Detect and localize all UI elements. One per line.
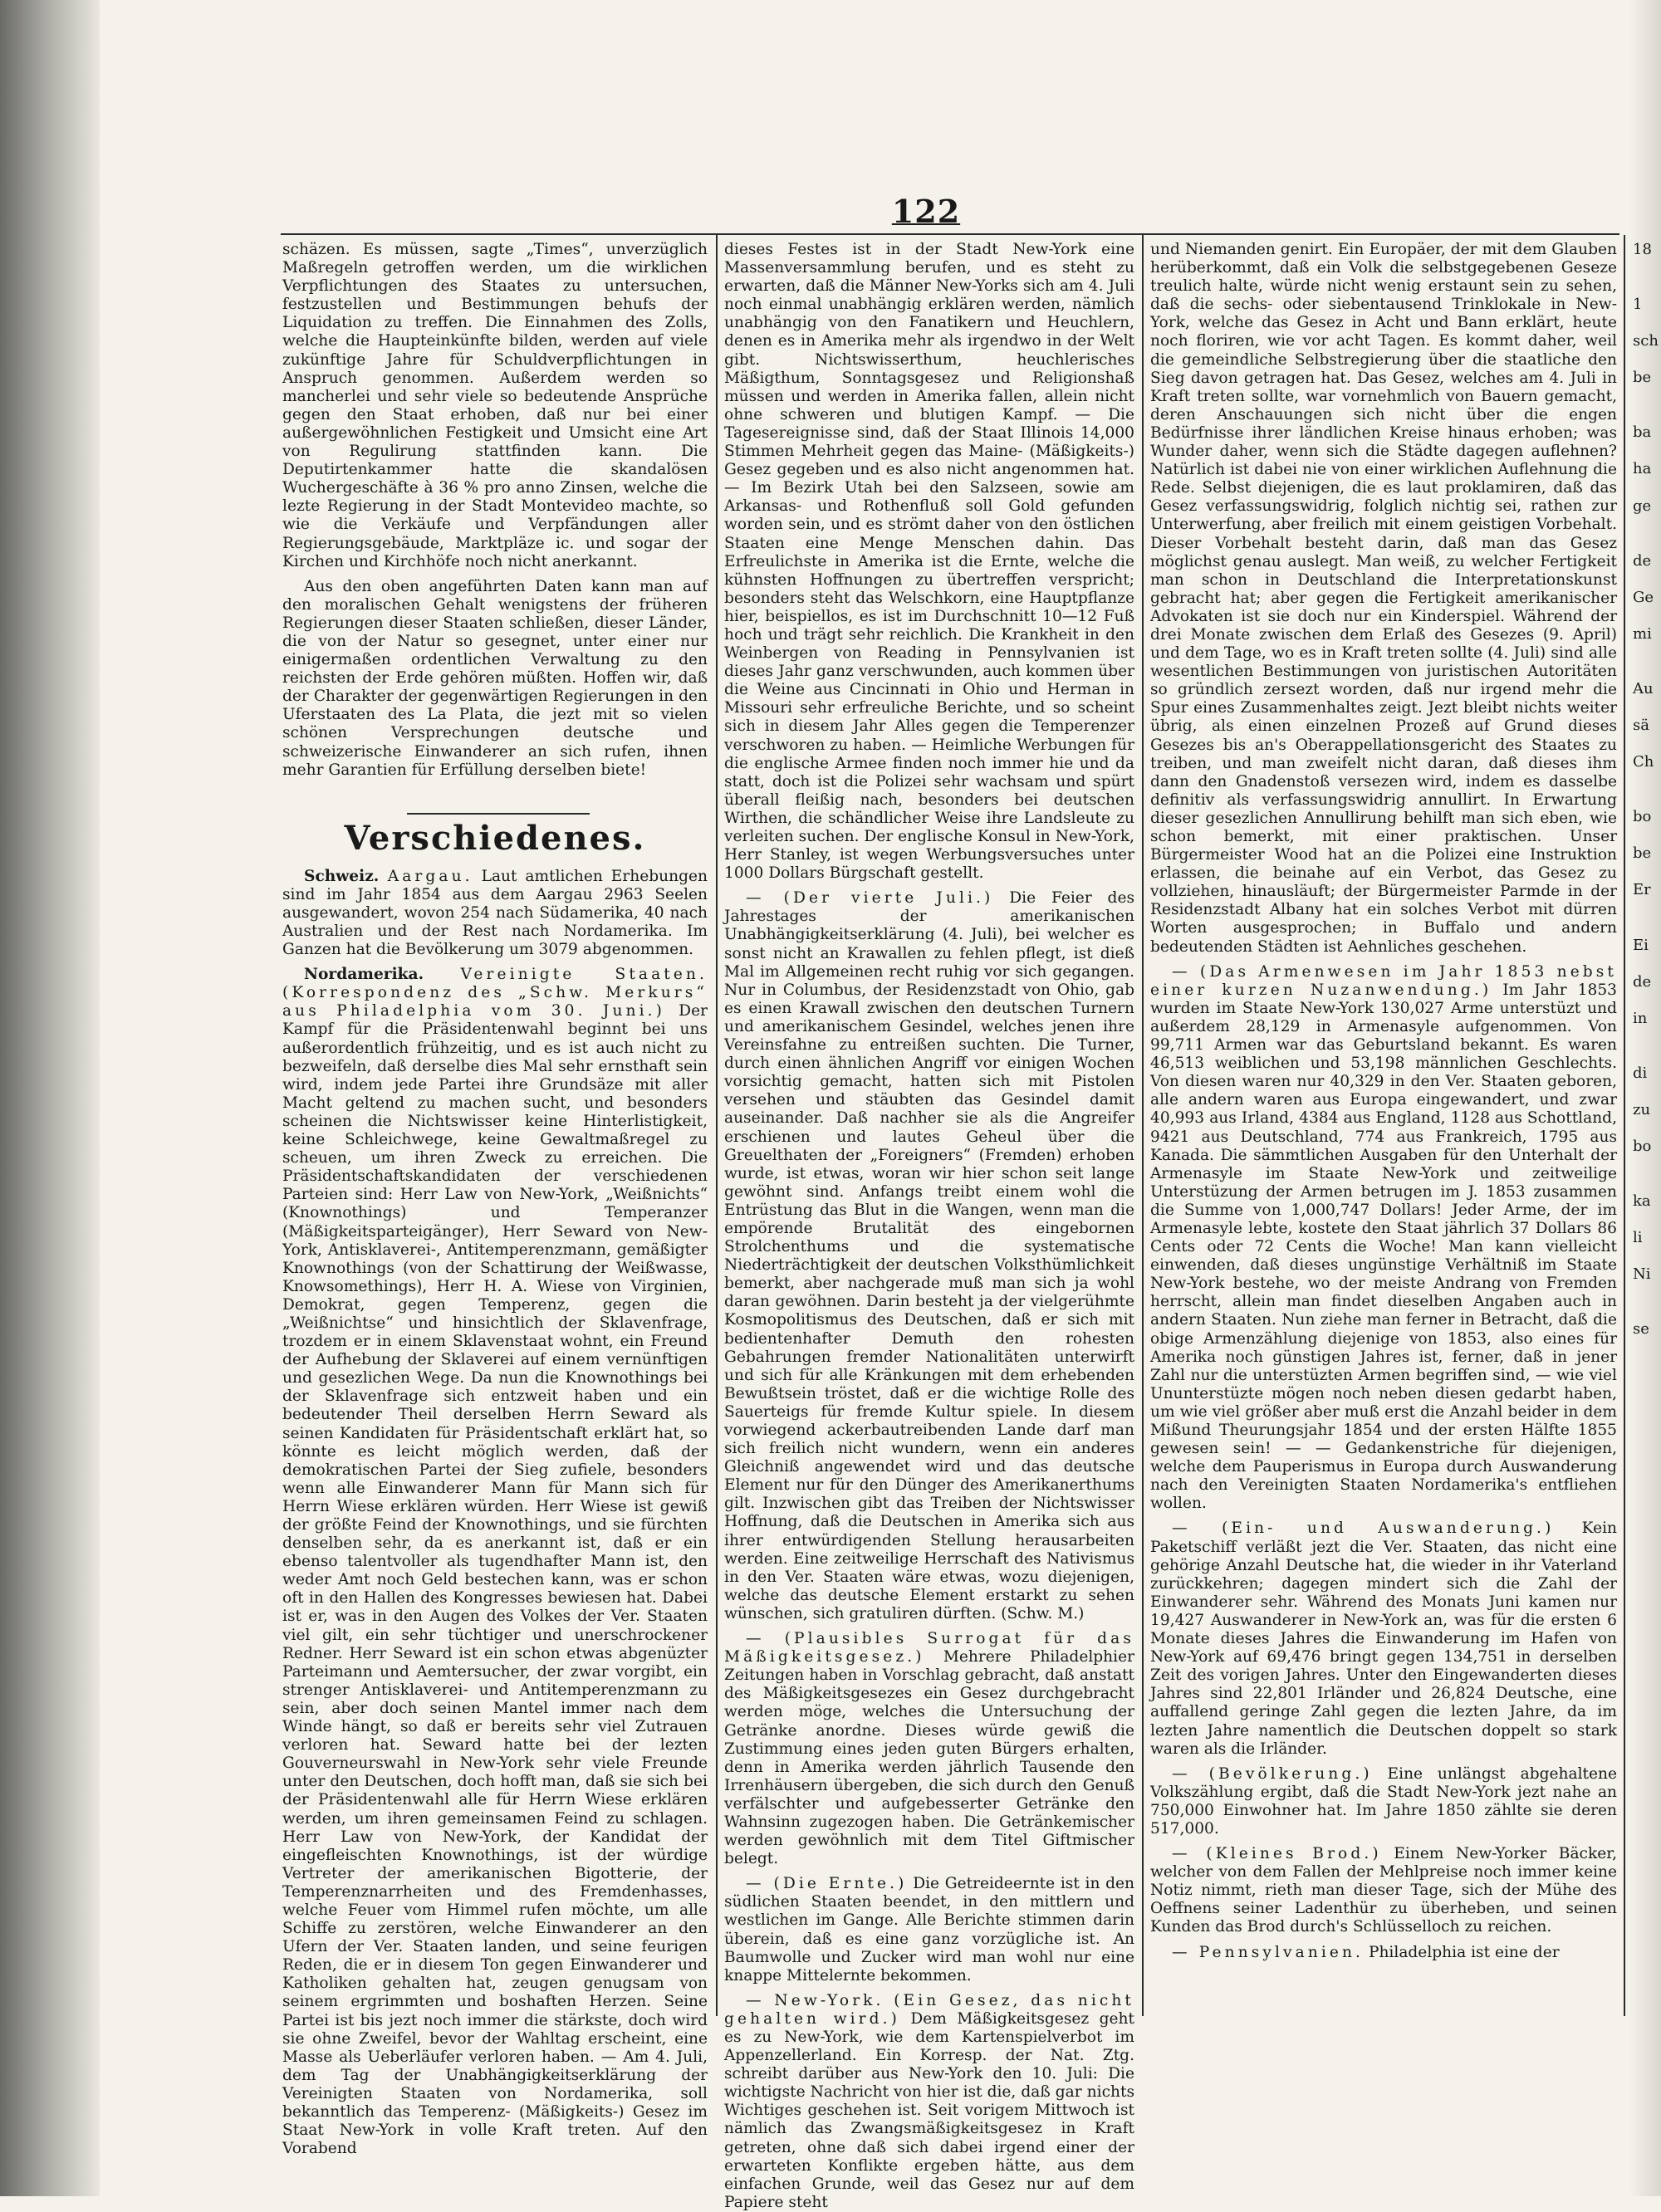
paragraph [724, 889, 1139, 1623]
paragraph-caption: — Pennsylvanien. [1172, 1943, 1365, 1961]
paragraph [282, 966, 717, 2158]
paragraph-text: Kein Paketschiff verläßt jezt die Ver. Staaten, das nicht eine gehörige Anzahl Deutsche hat, die wieder in ihr Vaterland zurückkehren; dagegen mindert sich die Zahl der Einwanderer sehr. Während des Monats Juni kamen nur 19,427 Auswanderer in New-York an, was für die ersten 6 Monate dieses Jahres die Einwanderung im Hafen von New-York auf 69,476 bringt gegen 134,751 in derselben Zeit des vorigen Jahres. Unter den Eingewanderten dieses Jahres sind 22,801 Irländer und 26,824 Deutsche, eine auffallend geringe Zahl gegen die lezten Jahre, da im lezten Jahre namentlich die Deutschen doppelt so stark waren als die Irländer. [1150, 1520, 1622, 1758]
article-continuation [282, 241, 713, 780]
paragraph-text: Einem New-Yorker Bäcker, welcher von dem Fallen der Mehlpreise noch immer keine Notiz nimmt, rieth man dieser Tage, sich der Mühe des Oeffnens seiner Ladenthür zu überheben, und seinen Kunden das Brod durch's Schlüsselloch zu reichen. [1150, 1845, 1622, 1936]
fragment-text: in [1633, 1009, 1648, 1027]
text-column-1 [282, 241, 717, 2158]
paragraph [724, 241, 1139, 883]
adjacent-page-fragments [1633, 241, 1661, 1357]
paragraph-text: Dem Mäßigkeitsgesez geht es zu New-York, wie dem Kartenspielverbot im Appenzellerland. Ein Korresp. der Nat. Ztg. schreibt darüber aus New-York den 10. Juli: Die wichtigste Nachricht von hier ist die, daß gar nichts Wichtiges geschehen ist. Seit vorigem Mittwoch ist nämlich das Zwangsmäßigkeitsgesez in Kraft getreten, ohne daß sich dabei irgend einer der erwarteten Konflikte ergeben hätte, aus dem einfachen Grunde, weil das Gesez nur auf dem Papiere steht [724, 2009, 1139, 2211]
paragraph-lead: Schweiz. [304, 867, 388, 885]
fragment-text: Ni [1633, 1265, 1651, 1284]
fragment-text: li [1633, 1229, 1643, 1247]
paragraph-caption: — (Das Armenwesen im Jahr 1853 nebst einer kurzen Nuzanwendung.) [1150, 962, 1626, 999]
paragraph-caption: — (Kleines Brod.) [1172, 1845, 1382, 1863]
fragment-text: Au [1633, 679, 1654, 697]
paragraph [724, 1991, 1144, 2212]
paragraph-text: Die Getreideernte ist in den südlichen Staaten beendet, in den mittlern und westlichen im Gange. Alle Berichte stimmen darin überein, daß es eine ganz vorzügliche ist. An Baumwolle und Zucker wird man wohl nur eine knappe Mittelernte bekommen. [724, 1875, 1139, 1984]
fragment-text: be [1633, 844, 1652, 863]
fragment-text: bo [1633, 1137, 1652, 1155]
paragraph-text: Aus den oben angeführten Daten kann man auf den moralischen Gehalt wenigstens der früheren Regierungen dieser Staaten schließen, dieser Länder, die von der Natur so gesegnet, unter einer nur einigermaßen ordentlichen Verwaltung zu den reichsten der Erde gehören müßten. Hoffen wir, daß der Charakter der gegenwärtigen Regierungen in den Uferstaaten des La Plata, die jezt mit so vielen schönen Versprechungen deutsche und schweizerische Einwanderer an sich rufen, ihnen mehr Garantien für Erfüllung derselben biete! [282, 577, 713, 779]
paragraph-caption: — (Plausibles Surrogat für das Mäßigkeitsgesez.) [724, 1630, 1144, 1666]
text-column-3 [1150, 241, 1626, 2015]
fragment-text: Ge [1633, 588, 1654, 606]
paragraph [1150, 1764, 1622, 1838]
paragraph-text: Der Kampf für die Präsidentenwahl beginnt bei uns außerordentlich frühzeitig, und es ist auch nicht zu bezweifeln, daß derselbe dies Mal sehr ernsthaft sein wird, indem jede Partei ihre Grundsäze mit aller Macht geltend zu machen sucht, und besonders scheinen die Nichtswisser keine Hinterlistigkeit, keine Schleichwege, keine Gewaltmaßregel zu scheuen, um ihren Zweck zu erreichen. Die Präsidentschaftskandidaten der verschiedenen Parteien sind: Herr Law von New-York, „Weißnichts“ (Knownothings) und Temperanzer (Mäßigkeitsparteigänger), Herr Seward von New-York, Antisklaverei-, Antitemperenzmann, gemäßigter Knownothings (von der Schattirung der Weißwasse, Knowsomethings), Herr H. A. Wiese von Virginien, Demokrat, gegen Temperenz, gegen die „Weißnichtse“ und hinsichtlich der Sklavenfrage, trozdem er in einem Sklavenstaat wohnt, ein Freund der Aufhebung der Sklaverei auf einem vernünftigen und gesezlichen Wege. Da nun die Knownothings bei der Sklavenfrage sich entzweit haben und ein bedeutender Theil derselben Herrn Seward als seinen Kandidaten für Präsidentschaft erklärt hat, so könnte es leicht möglich werden, daß der demokratischen Partei der Sieg zufiele, besonders wenn alle Einwanderer Mann für Mann sich für Herrn Wiese erklären würden. Herr Wiese ist gewiß der größte Feind der Knownothings, und sie fürchten denselben sehr, da es anerkannt ist, daß er ein ebenso talentvoller als tugendhafter Mann ist, den weder Amt noch Geld bestechen kann, was er schon oft in den Hallen des Kongresses bewiesen hat. Dabei ist er, was in den Augen des Volkes der Ver. Staaten viel gilt, ein sehr tüchtiger und unerschrockener Redner. Herr Seward ist ein schon etwas abgenüzter Parteimann und Aemtersucher, der zwar vorgibt, ein strenger Antisklaverei- und Antitemperenzmann zu sein, aber doch seinen Mantel immer nach dem Winde hängt, so daß er bereits sehr viel Zutrauen verloren hat. Seward hatte bei der lezten Gouverneurswahl in New-York sehr viele Freunde unter den Deutschen, doch hofft man, daß sie sich bei der Präsidentenwahl alle für Herrn Wiese erklären werden, um ihren gemeinsamen Feind zu schlagen. Herr Law von New-York, der Kandidat der eingefleischten Knownothings, ist der würdige Vertreter der amerikanischen Bigotterie, der Temperenznarrheiten und des Fremdenhasses, welche Feuer vom Himmel rufen möchte, um alle Schiffe zu zerstören, welche Einwanderer an den Ufern der Ver. Staaten landen, und seine feurigen Reden, die er in diesem Ton gegen Einwanderer und Katholiken gehalten hat, zeugen genugsam von seinem ergrimmten und boshaften Herzen. Seine Partei ist bis jezt noch immer die stärkste, doch wird sie ohne Zweifel, bevor der Wahltag erscheint, eine Masse als Ueberläufer verloren haben. — Am 4. Juli, dem Tag der Unabhängigkeitserklärung der Vereinigten Staaten von Nordamerika, soll bekanntlich das Temperenz- (Mäßigkeits-) Gesez im Staat New-York in volle Kraft treten. Auf den Vorabend [282, 1002, 713, 2158]
paragraph-text: Mehrere Philadelphier Zeitungen haben in Vorschlag gebracht, daß anstatt des Mäßigkeitsgesezes ein Gesez durchgebracht werden möge, welches die Untersuchung der Getränke anordne. Dieses würde gewiß die Zustimmung eines jeden guten Bürgers erhalten, denn in Amerika werden jährlich Tausende den Irrenhäusern übergeben, die sich durch den Genuß verfälschter und aufgebesserter Getränke den Wahnsinn zugezogen haben. Die Getränkemischer werden gewöhnlich mit dem Titel Giftmischer belegt. [724, 1648, 1139, 1868]
paragraph [1150, 962, 1626, 1514]
paragraph-caption: — (Der vierte Juli.) [746, 889, 994, 908]
scan-binding-shadow [0, 0, 100, 2196]
fragment-text: de [1633, 972, 1652, 991]
paragraph [724, 1875, 1139, 1985]
paragraph-caption: Vereinigte Staaten. (Korrespondenz des „Schw. Merkurs“ aus Philadelphia vom 30. Juni.) [282, 966, 717, 1020]
fragment-text: Ei [1633, 936, 1649, 954]
fragment-text: mi [1633, 624, 1652, 643]
paragraph-caption: — New-York. (Ein Gesez, das nicht gehalten wird.) [724, 1991, 1144, 2028]
paragraph-text: Philadelphia ist eine der [1364, 1943, 1560, 1961]
paragraph [282, 577, 713, 780]
fragment-text: sch [1633, 332, 1659, 350]
fragment-text: di [1633, 1064, 1648, 1082]
paragraph-lead: Nordamerika. [304, 966, 461, 984]
fragment-text: se [1633, 1320, 1649, 1338]
fragment-text: 18 [1633, 241, 1652, 258]
fragment-text: ba [1633, 423, 1652, 442]
fragment-text: ge [1633, 497, 1652, 515]
fragment-text: ha [1633, 460, 1652, 478]
fragment-text: Ch [1633, 753, 1654, 771]
paragraph [1150, 1944, 1617, 1962]
fragment-text: bo [1633, 808, 1652, 826]
paragraph-text: Im Jahr 1853 wurden im Staate New-York 130,027 Arme unterstüzt und außerdem 28,129 in Armenasyle aufgenommen. Von 99,711 Armen war das Geburtsland bekannt. Es waren 46,513 weiblichen und 53,198 männlichen Geschlechts. Von diesen waren nur 40,329 in den Ver. Staaten geboren, alle andern waren aus Europa eingewandert, und zwar 40,993 aus Irland, 4384 aus England, 1128 aus Schottland, 9421 aus Deutschland, 774 aus Frankreich, 1795 aus Kanada. Die sämmtlichen Ausgaben für den Unterhalt der Armenasyle im Staate New-York und zeitweilige Unterstüzung der Armen betrugen im J. 1853 zusammen die Summe von 1,000,747 Dollars! Jeder Arme, der im Armenasyle lebte, kostete den Staat jährlich 37 Dollars 86 Cents oder 72 Cents die Woche! Man kann vielleicht einwenden, daß dieses ungünstige Verhältniß im Staate New-York bestehe, wo der meiste Andrang von Fremden herrscht, allein man findet dieselben Angaben auch in andern Staaten. Nun ziehe man ferner in Betracht, daß die obige Armenzählung diejenige von 1853, also eines für Amerika noch günstigen Jahres ist, ferner, daß in jener Zahl nur die unterstüzten Armen begriffen sind, — wie viel Ununterstüzte mögen noch neben diesen gedarbt haben, um wie viel größer aber muß erst die Anzahl beider in dem Mißund Theurungsjahr 1854 und der ersten Hälfte 1855 gewesen sein! — — Gedankenstriche für diejenigen, welche dem Pauperismus in Europa durch Auswanderung nach den Vereinigten Staaten Nordamerika's entfliehen wollen. [1150, 981, 1622, 1513]
paragraph-text: und Niemanden genirt. Ein Europäer, der mit dem Glauben herüberkommt, daß ein Volk die selbstgegebenen Geseze treulich halte, würde nicht wenig erstaunt sein zu sehen, daß die sechs- oder siebentausend Trinklokale in New-York, welche das Gesez in Acht und Bann erklärt, heute noch floriren, wie vor acht Tagen. Es kommt daher, weil die gemeindliche Selbstregierung über die staatliche den Sieg davon getragen hat. Das Gesez, welches am 4. Juli in Kraft treten sollte, war vornehmlich von Bauern gemacht, deren Anschauungen sich nicht über die engen Bedürfnisse ihrer ländlichen Kreise hinaus erhoben; was Wunder daher, wenn sich die Städte dagegen auflehnen? Natürlich ist dabei nie von einer wirklichen Auflehnung die Rede. Selbst diejenigen, die es laut proklamiren, daß das Gesez verfassungswidrig, folglich nichtig sei, rathen zur Unterwerfung, aber freilich mit einem geistigen Vorbehalt. Dieser Vorbehalt besteht darin, daß man das Gesez möglichst genau auslegt. Man weiß, zu welcher Fertigkeit man schon in Deutschland die Interpretationskunst gebracht hat; aber gegen die Fertigkeit amerikanischer Advokaten ist sie doch nur ein Kinderspiel. Während der drei Monate zwischen dem Erlaß des Gesezes (9. April) und dem Tage, wo es in Kraft treten sollte (4. Juli) sind alle wesentlichen Bestimmungen von juristischen Autoritäten so gründlich zersezt worden, daß nur irgend mehr die Spur eines Zusammenhaltes zeigt. Jezt bleibt nichts weiter übrig, als einen einzelnen Prozeß auf Grund dieses Gesezes bis an's Oberappellationsgericht des Staates zu treiben, und man zweifelt nicht daran, daß dieses ihm dann den Gnadenstoß versezen wird, indem es dasselbe definitiv als verfassungswidrig annullirt. In Erwartung dieser gesezlichen Annullirung behilft man sich eben, wie schon bemerkt, mit einer praktischen. Unser Bürgermeister Wood hat an die Polizei eine Instruktion erlassen, die beinahe auf ein Verbot, das Gesez zu vollziehen, hinausläuft; der Bürgermeister Parmde in der Residenzstadt Albany hat ein solches Verbot mit dürren Worten ausgesprochen; in Buffalo und andern bedeutenden Städten ist Aehnliches geschehen. [1150, 241, 1622, 956]
section-heading: Verschiedenes. [344, 818, 646, 858]
header-rule [281, 233, 1619, 235]
fragment-text: ka [1633, 1192, 1651, 1211]
paragraph [1150, 241, 1622, 957]
paragraph [282, 867, 713, 959]
paragraph [282, 241, 713, 571]
paragraph [1150, 1520, 1622, 1758]
paragraph-text: dieses Festes ist in der Stadt New-York eine Massenversammlung berufen, und es steht zu erwarten, daß die Männer New-Yorks sich am 4. Juli noch einmal unabhängig erklären werden, nämlich unabhängig von den Fanatikern und Heuchlern, denen es in Amerika mehr als irgendwo in der Welt gibt. Nichtswisserthum, heuchlerisches Mäßigthum, Sonntagsgesez und Religionshaß müssen und werden in Amerika fallen, allein nicht ohne schweren und blutigen Kampf. — Die Tagesereignisse sind, daß der Staat Illinois 14,000 Stimmen Mehrheit gegen das Maine- (Mäßigkeits-) Gesez gegeben und es also nicht angenommen hat. — Im Bezirk Utah bei den Salzseen, sowie am Arkansas- und Rothenfluß soll Gold gefunden worden sein, und es strömt daher von den östlichen Staaten eine Menge Menschen dahin. Das Erfreulichste in Amerika ist die Ernte, welche die kühnsten Hoffnungen zu übertreffen verspricht; besonders steht das Welschkorn, eine Hauptpflanze hier, beispiellos, es ist im Durchschnitt 10—12 Fuß hoch und trägt sehr reichlich. Die Krankheit in den Weinbergen von Reading in Pennsylvanien ist dieses Jahr ganz verschwunden, auch kommen über die Weine aus Cincinnati in Ohio und Herman in Missouri sehr erfreuliche Berichte, und so scheint sich in diesem Jahr Alles gegen die Temperenzer verschworen zu haben. — Heimliche Werbungen für die englische Armee finden noch immer hie und da statt, doch ist die Polizei sehr wachsam und spürt überall fleißig nach, besonders bei deutschen Wirthen, die schändlicher Weise ihre Landsleute zu verleiten suchen. Der englische Konsul in New-York, Herr Stanley, ist wegen Werbungsversuches unter 1000 Dollars Bürgschaft gestellt. [724, 241, 1139, 883]
fragment-text: de [1633, 551, 1652, 570]
fragment-text: zu [1633, 1100, 1651, 1118]
paragraph-caption: — (Bevölkerung.) [1172, 1764, 1373, 1783]
section-body [282, 867, 717, 2159]
fragment-text: sä [1633, 717, 1649, 735]
fragment-text: be [1633, 369, 1652, 387]
page-number: 122 [891, 193, 961, 230]
paragraph-caption: — (Ein- und Auswanderung.) [1172, 1520, 1555, 1538]
section-separator [407, 813, 590, 815]
fragment-text: 1 [1633, 296, 1643, 314]
paragraph-text: schäzen. Es müssen, sagte „Times“, unverzüglich Maßregeln getroffen werden, um die wirklichen Verpflichtungen des Staates zu untersuchen, festzustellen und Bestimmungen behufs der Liquidation zu treffen. Die Einnahmen des Zolls, welche die Haupteinkünfte bilden, werden auf viele zukünftige Jahre für Schuldverpflichtungen in Anspruch genommen. Außerdem werden so mancherlei und sehr viele so bedeutende Ansprüche gegen den Staat erhoben, daß nur bei einer außergewöhnlichen Festigkeit und Umsicht eine Art von Regulirung stattfinden kann. Die Deputirtenkammer hatte die skandalösen Wuchergeschäfte à 36 % pro anno Zinsen, welche die lezte Regierung in der Stadt Montevideo machte, so wie die Verkäufe und Verpfändungen aller Regierungsgebäude, Marktpläze ic. und sogar der Kirchen und Kirchhöfe noch nicht anerkannt. [282, 241, 713, 570]
text-column-2 [724, 241, 1144, 2211]
paragraph-caption: — (Die Ernte.) [746, 1875, 908, 1893]
paragraph-text: Eine unlängst abgehaltene Volkszählung ergibt, daß die Stadt New-York jezt nahe an 750,000 Einwohner hat. Im Jahre 1850 zählte sie deren 517,000. [1150, 1764, 1622, 1838]
fragment-text: Er [1633, 881, 1651, 899]
paragraph [724, 1630, 1144, 1868]
column-divider [1142, 235, 1144, 2016]
column-divider [1624, 235, 1625, 2016]
paragraph-caption: Aargau. [387, 867, 473, 885]
paragraph [1150, 1845, 1622, 1936]
column-divider [716, 235, 718, 2016]
paragraph-text: Die Feier des Jahrestages der amerikanischen Unabhängigkeitserklärung (4. Juli), bei welcher es sonst nicht an Krawallen zu fehlen pflegt, ist dieß Mal im Allgemeinen recht ruhig vor sich gegangen. Nur in Columbus, der Residenzstadt von Ohio, gab es einen Krawall zwischen den deutschen Turnern und amerikanischem Gesindel, welches jenen ihre Vereinsfahne zu entreißen suchten. Die Turner, durch einen ähnlichen Angriff vor einigen Wochen vorsichtig gemacht, hatten sich mit Pistolen versehen und stäubten das Gesindel damit auseinander. Daß nachher sie als die Angreifer erschienen und lautes Geheul über die Greuelthaten der „Foreigners“ (Fremden) erhoben wurde, ist etwas, woran wir hier schon seit lange gewöhnt sind. Anfangs treibt einem wohl die Entrüstung das Blut in die Wangen, wenn man die empörende Brutalität des eingebornen Strolchenthums und die systematische Niederträchtigkeit der deutschen Volksthümlichkeit bemerkt, aber nachgerade muß man sich ja wohl daran gewöhnen. Darin besteht ja der vielgerühmte Kosmopolitismus des Deutschen, daß er sich mit bedientenhafter Demuth den rohesten Gebahrungen fremder Nationalitäten unterwirft und sich für alle Kränkungen mit dem erhebenden Bewußtsein tröstet, daß er die wichtige Rolle des Sauerteigs für fremde Kultur spiele. In diesem vorwiegend ackerbautreibenden Lande darf man sich freilich nicht wundern, wenn ein anderes Gleichniß angewendet wird und das deutsche Element nur für den Dünger des Amerikanerthums gilt. Inzwischen gibt das Treiben der Nichtswisser Hoffnung, daß die Deutschen in Amerika sich aus ihrer entwürdigenden Stellung herausarbeiten werden. Eine zeitweilige Herrschaft des Nativismus in den Ver. Staaten wäre etwas, wozu diejenigen, welche das deutsche Element erstarkt zu sehen wünschen, sich gratuliren dürften. (Schw. M.) [724, 889, 1139, 1622]
paragraph-text: Laut amtlichen Erhebungen sind im Jahr 1854 aus dem Aargau 2963 Seelen ausgewandert, wovon 254 nach Südamerika, 40 nach Australien und der Rest nach Nordamerika. Im Ganzen hat die Bevölkerung um 3079 abgenommen. [282, 867, 713, 959]
